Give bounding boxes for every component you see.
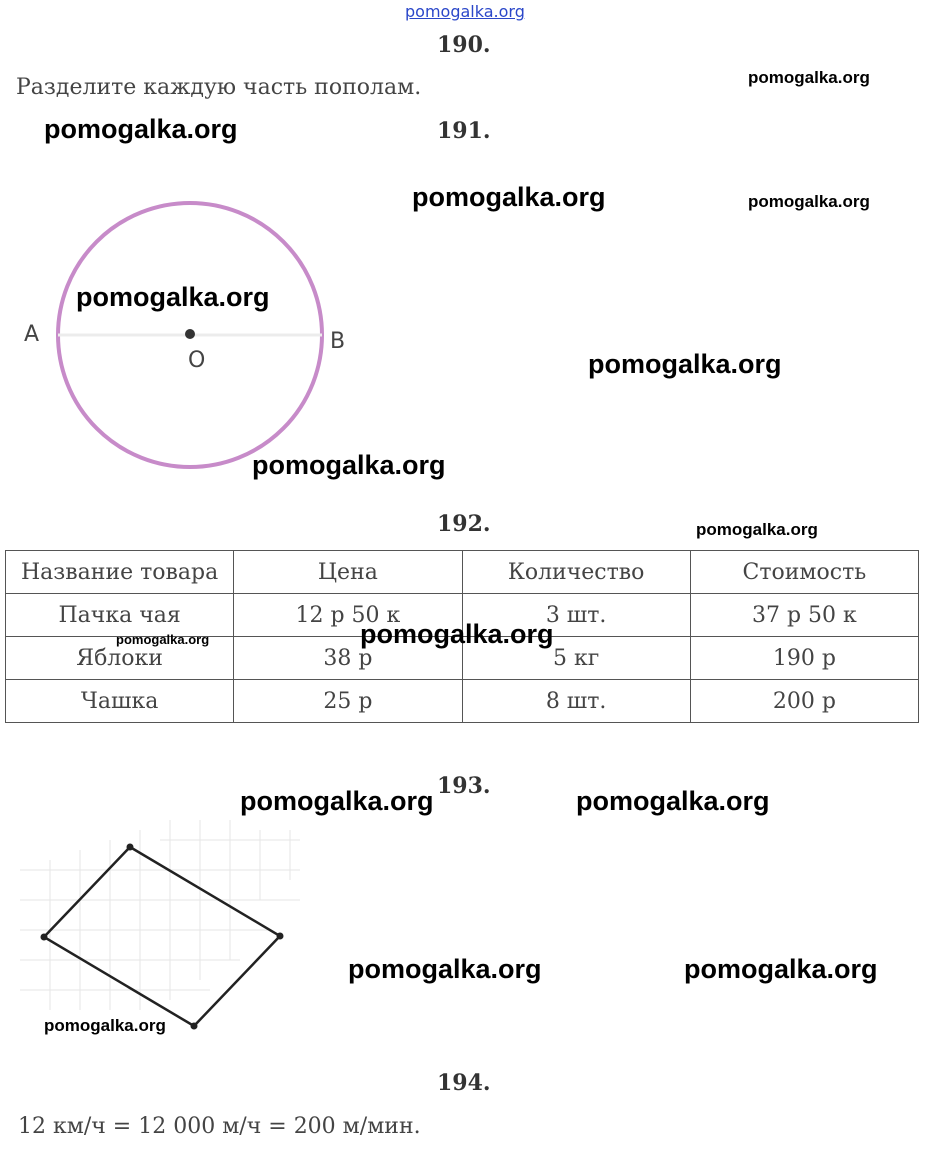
watermark: pomogalka.org — [588, 349, 782, 379]
table-header-row — [6, 551, 919, 594]
watermark: pomogalka.org — [240, 786, 434, 816]
quadrilateral-diagram — [10, 810, 310, 1040]
task-190-number: 190. — [437, 32, 491, 58]
table-cell: 8 шт. — [462, 680, 690, 723]
watermark: pomogalka.org — [696, 520, 818, 539]
table-cell: 200 р — [690, 680, 918, 723]
table-cell: 12 р 50 к — [234, 594, 462, 637]
table-cell: 3 шт. — [462, 594, 690, 637]
task-194-number: 194. — [437, 1070, 491, 1096]
watermark: pomogalka.org — [348, 954, 542, 984]
watermark: pomogalka.org — [116, 632, 210, 647]
table-cell: 190 р — [690, 637, 918, 680]
watermark: pomogalka.org — [76, 282, 270, 312]
table-header: Название товара — [6, 551, 234, 594]
point-label-b: B — [330, 329, 346, 354]
table-row — [6, 680, 919, 723]
watermark: pomogalka.org — [252, 450, 446, 480]
task-191-number: 191. — [437, 118, 491, 144]
task-193-number: 193. — [437, 773, 491, 799]
table-header: Количество — [462, 551, 690, 594]
watermark: pomogalka.org — [44, 1016, 166, 1035]
task-194-text: 12 км/ч = 12 000 м/ч = 200 м/мин. — [18, 1114, 421, 1139]
quadrilateral-shape — [44, 847, 280, 1026]
table-cell: Яблоки — [6, 637, 234, 680]
task-190-text: Разделите каждую часть пополам. — [16, 75, 422, 100]
task-192-number: 192. — [437, 511, 491, 537]
table-header: Стоимость — [690, 551, 918, 594]
vertex-point — [191, 1023, 198, 1030]
watermark: pomogalka.org — [360, 619, 554, 649]
vertex-point — [41, 934, 48, 941]
watermark: pomogalka.org — [44, 114, 238, 144]
table-cell: Пачка чая — [6, 594, 234, 637]
table-cell: Чашка — [6, 680, 234, 723]
point-label-o: O — [188, 348, 206, 373]
table-cell: 5 кг — [462, 637, 690, 680]
point-label-a: A — [24, 322, 40, 347]
table-header: Цена — [234, 551, 462, 594]
watermark: pomogalka.org — [412, 182, 606, 212]
center-point — [185, 329, 195, 339]
table-cell: 38 р — [234, 637, 462, 680]
vertex-point — [277, 933, 284, 940]
watermark-top-link[interactable]: pomogalka.org — [405, 2, 525, 21]
grid-background — [20, 820, 300, 1010]
table-cell: 37 р 50 к — [690, 594, 918, 637]
table-cell: 25 р — [234, 680, 462, 723]
circle-diagram — [0, 190, 360, 480]
watermark: pomogalka.org — [576, 786, 770, 816]
watermark: pomogalka.org — [684, 954, 878, 984]
watermark: pomogalka.org — [748, 68, 870, 87]
watermark: pomogalka.org — [748, 192, 870, 211]
vertex-point — [127, 844, 134, 851]
